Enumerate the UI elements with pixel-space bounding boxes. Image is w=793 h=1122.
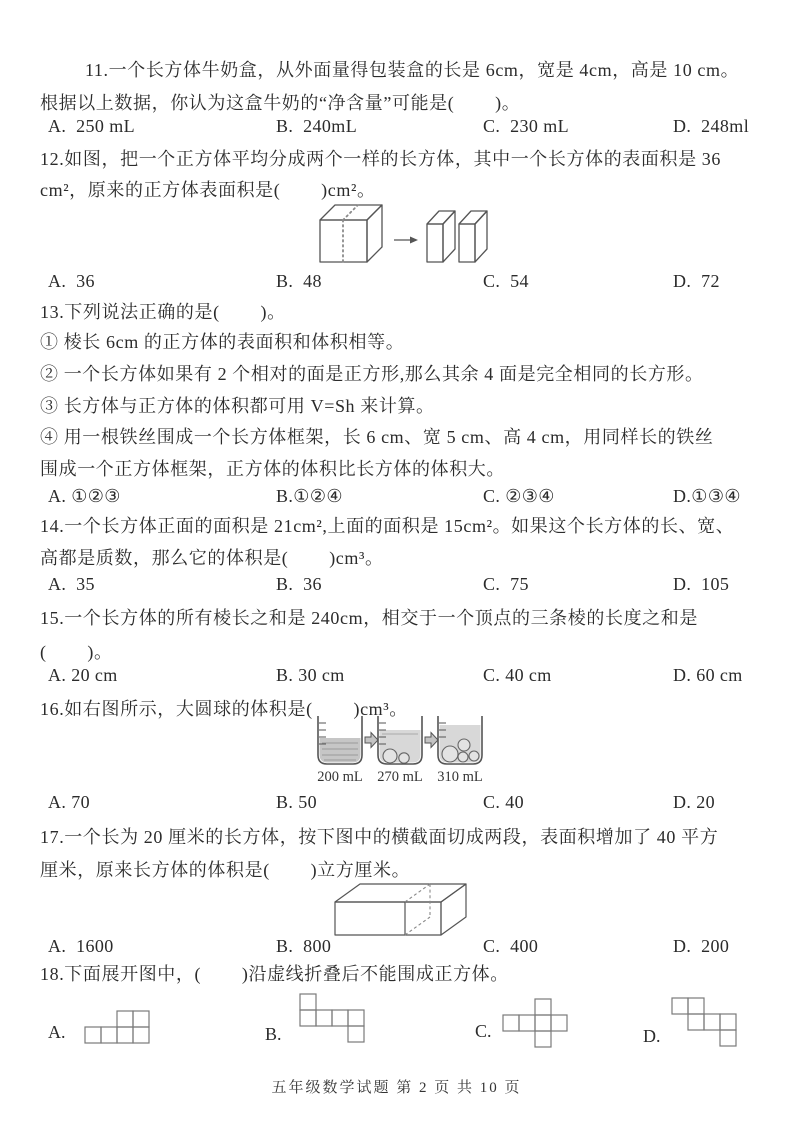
- q17-option-d: D. 200: [673, 936, 730, 956]
- q12-cube-split-figure: [312, 200, 492, 266]
- q18-net-d-label: D.: [643, 1026, 661, 1046]
- q18-net-c-label: C.: [475, 1021, 492, 1041]
- q16-option-a: A. 70: [48, 792, 90, 812]
- q17-option-a: A. 1600: [48, 936, 114, 956]
- q18-net-d: [671, 996, 739, 1048]
- q12-options: [48, 271, 764, 292]
- q17-option-c: C. 400: [483, 936, 539, 956]
- q15-line-1: 15.一个长方体的所有棱长之和是 240cm，相交于一个顶点的三条棱的长度之和是: [40, 608, 698, 628]
- q13-item-2: ② 一个长方体如果有 2 个相对的面是正方形,那么其余 4 面是完全相同的长方形。: [40, 364, 704, 384]
- q18-stem: 18.下面展开图中，( )沿虚线折叠后不能围成正方体。: [40, 964, 509, 984]
- q11-option-d: D. 248ml: [673, 116, 750, 136]
- q17-prism-figure: [328, 878, 503, 938]
- q16-beakers-figure: [308, 714, 492, 786]
- q15-option-b: B. 30 cm: [276, 665, 345, 685]
- q16-option-d: D. 20: [673, 792, 715, 812]
- q14-option-b: B. 36: [276, 574, 322, 594]
- q13-option-d: D.①③④: [673, 486, 741, 506]
- q18-net-b-label: B.: [265, 1024, 282, 1044]
- q16-option-c: C. 40: [483, 792, 525, 812]
- q12-option-d: D. 72: [673, 271, 720, 291]
- q13-item-4-line-2: 围成一个正方体框架，正方体的体积比长方体的体积大。: [40, 459, 505, 479]
- q15-option-a: A. 20 cm: [48, 665, 118, 685]
- q13-stem: 13.下列说法正确的是( )。: [40, 302, 286, 322]
- q11-line-1: 11.一个长方体牛奶盒，从外面量得包装盒的长是 6cm，宽是 4cm，高是 10 cm。: [85, 60, 740, 80]
- q14-option-c: C. 75: [483, 574, 529, 594]
- q14-option-d: D. 105: [673, 574, 730, 594]
- q11-options: [48, 116, 764, 137]
- q15-option-d: D. 60 cm: [673, 665, 743, 685]
- q18-net-a-label: A.: [48, 1022, 66, 1042]
- q13-option-a: A. ①②③: [48, 486, 121, 506]
- q18-net-b: [299, 992, 367, 1044]
- q18-net-c: [502, 997, 570, 1049]
- q16-options: [48, 792, 764, 813]
- q13-option-b: B.①②④: [276, 486, 343, 506]
- q11-option-c: C. 230 mL: [483, 116, 570, 136]
- q15-line-2: ( )。: [40, 642, 113, 662]
- q14-line-1: 14.一个长方体正面的面积是 21cm²,上面的面积是 15cm²。如果这个长方体的长、宽、: [40, 516, 735, 536]
- q12-option-c: C. 54: [483, 271, 529, 291]
- q17-options: [48, 936, 764, 957]
- q12-option-b: B. 48: [276, 271, 322, 291]
- q18-net-a: [84, 1009, 152, 1045]
- q14-options: [48, 574, 764, 595]
- q16-beaker-2-label: 270 mL: [377, 769, 423, 785]
- q13-item-1: ① 棱长 6cm 的正方体的表面积和体积相等。: [40, 332, 405, 352]
- q13-item-3: ③ 长方体与正方体的体积都可用 V=Sh 来计算。: [40, 396, 435, 416]
- q15-option-c: C. 40 cm: [483, 665, 552, 685]
- q11-line-2: 根据以上数据，你认为这盒牛奶的“净含量”可能是( )。: [40, 93, 521, 113]
- q13-item-4-line-1: ④ 用一根铁丝围成一个长方体框架，长 6 cm、宽 5 cm、高 4 cm，用同样长的铁丝: [40, 427, 714, 447]
- q14-option-a: A. 35: [48, 574, 95, 594]
- q12-line-1: 12.如图，把一个正方体平均分成两个一样的长方体，其中一个长方体的表面积是 36: [40, 149, 721, 169]
- q12-line-2: cm²，原来的正方体表面积是( )cm²。: [40, 180, 376, 200]
- q11-option-b: B. 240mL: [276, 116, 358, 136]
- q12-option-a: A. 36: [48, 271, 95, 291]
- q14-line-2: 高都是质数，那么它的体积是( )cm³。: [40, 548, 384, 568]
- q17-line-2: 厘米，原来长方体的体积是( )立方厘米。: [40, 860, 411, 880]
- q16-stem: 16.如右图所示，大圆球的体积是( )cm³。: [40, 699, 408, 719]
- q16-beaker-1-label: 200 mL: [317, 769, 363, 785]
- q15-options: [48, 665, 764, 686]
- page-footer: 五年级数学试题 第 2 页 共 10 页: [271, 1080, 522, 1096]
- q16-beaker-3-label: 310 mL: [437, 769, 483, 785]
- q17-line-1: 17.一个长为 20 厘米的长方体，按下图中的横截面切成两段，表面积增加了 40 平方: [40, 827, 719, 847]
- q13-option-c: C. ②③④: [483, 486, 555, 506]
- q11-option-a: A. 250 mL: [48, 116, 135, 136]
- q17-option-b: B. 800: [276, 936, 332, 956]
- q13-options: [48, 486, 764, 507]
- q16-option-b: B. 50: [276, 792, 318, 812]
